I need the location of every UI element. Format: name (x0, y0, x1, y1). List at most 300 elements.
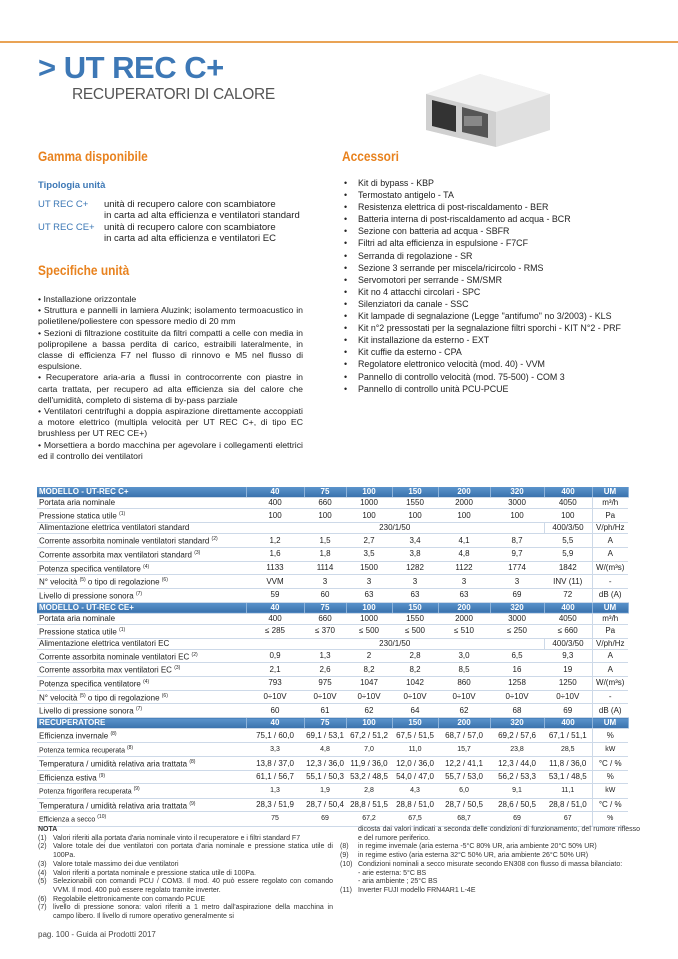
cell-value: 28,5 (544, 742, 592, 756)
cell-value: 100 (246, 509, 304, 523)
note-item (340, 852, 640, 861)
cell-um: kW (592, 742, 628, 756)
cell-value: 6,5 (490, 649, 544, 663)
row-label (37, 547, 246, 561)
row-label-text: N° velocità (39, 577, 78, 587)
cell-value: 100 (438, 509, 490, 523)
note-number (340, 826, 358, 843)
cell-value: 100 (346, 509, 392, 523)
cell-value: 660 (304, 498, 346, 509)
row-label (37, 704, 246, 718)
table-row (37, 798, 628, 812)
footnote-ref: (1) (119, 626, 126, 633)
notes-heading: NOTA (38, 826, 58, 833)
cell-value: 56,2 / 53,3 (490, 770, 544, 784)
accessory-item: • Serranda di regolazione - SR (342, 250, 642, 262)
tipologia-label: Tipologia unità (38, 180, 106, 191)
table-row (37, 575, 628, 589)
cell-value: 400 (246, 498, 304, 509)
note-number: (8) (340, 843, 349, 851)
table-row (37, 812, 628, 826)
footnote-ref: (5) (79, 577, 86, 584)
cell-value: 400/3/50 (544, 638, 592, 649)
type-name: UT REC C+ (38, 199, 89, 210)
row-label (37, 638, 246, 649)
note-text: - aria ambiente ; 25°C BS (358, 878, 438, 886)
cell-value: 5,9 (544, 547, 592, 561)
note-item (38, 870, 333, 879)
cell-value: ≤ 510 (438, 624, 490, 638)
accessory-item: • Filtri ad alta efficienza in espulsione - F7CF (342, 237, 642, 249)
accessory-item: • Resistenza elettrica di post-riscaldamento - BER (342, 201, 642, 213)
cell-um: A (592, 534, 628, 548)
cell-value: 62 (438, 704, 490, 718)
type-desc: unità di recupero calore con scambiatore (104, 221, 276, 233)
cell-value: 1250 (544, 677, 592, 691)
note-item (340, 870, 640, 879)
row-label (37, 534, 246, 548)
model-header: 100 (346, 487, 392, 498)
gamma-heading: Gamma disponibile (38, 148, 148, 164)
row-label-text: Livello di pressione sonora (39, 591, 134, 601)
product-image (418, 72, 556, 147)
cell-um: % (592, 729, 628, 743)
cell-value: 1000 (346, 498, 392, 509)
cell-um: dB (A) (592, 704, 628, 718)
note-text: Valore totale massimo dei due ventilatori (53, 860, 179, 868)
note-number: (10) (340, 860, 353, 868)
footnote-ref: (9) (98, 772, 106, 779)
accessori-heading: Accessori (342, 148, 399, 164)
cell-value: 3,8 (392, 547, 438, 561)
note-text: Valore totale dei due ventilatori con portata d'aria nominale e pressione statica utile di 100Pa. (53, 843, 333, 860)
cell-value: 55,1 / 50,3 (304, 770, 346, 784)
cell-value: 69,2 / 57,6 (490, 729, 544, 743)
cell-value: 15,7 (438, 742, 490, 756)
accessory-item: • Kit no 4 attacchi circolari - SPC (342, 286, 642, 298)
accessory-item: • Regolatore elettronico velocità (mod. 40) - VVM (342, 358, 642, 370)
row-label-text: Pressione statica utile (39, 512, 117, 522)
note-item (340, 878, 640, 887)
cell-um: Pa (592, 509, 628, 523)
cell-value: 55,7 / 53,0 (438, 770, 490, 784)
note-item (38, 843, 333, 860)
cell-value: 1774 (490, 561, 544, 575)
note-text: in regime invernale (aria esterna -5°C 80% UR, aria ambiente 20°C 50% UR) (358, 843, 597, 851)
cell-value: 5,5 (544, 534, 592, 548)
accessory-item: • Kit lampade di segnalazione (Legge "antifumo" no 3/2003) - KLS (342, 310, 642, 322)
model-header: 75 (304, 487, 346, 498)
cell-value: 61,1 / 56,7 (246, 770, 304, 784)
row-label-text: Livello di pressione sonora (39, 707, 134, 716)
row-label (37, 509, 246, 523)
model-header: 400 (544, 487, 592, 498)
row-label-text: o tipo di regolazione (87, 577, 160, 587)
row-label-text: o tipo di regolazione (87, 693, 160, 703)
footnote-ref: (1) (119, 511, 126, 518)
footnote-ref: (6) (161, 577, 168, 584)
cell-value: VVM (246, 575, 304, 589)
model-header: 75 (304, 718, 346, 729)
note-text: - arie esterna: 5°C BS (358, 869, 427, 877)
row-label (37, 677, 246, 691)
accessory-item: • Termostato antigelo - TA (342, 189, 642, 201)
table-row (37, 534, 628, 548)
model-header: 200 (438, 487, 490, 498)
table-row (37, 742, 628, 756)
cell-value: 62 (346, 704, 392, 718)
footnote-ref: (3) (194, 549, 201, 556)
cell-value: 4050 (544, 613, 592, 624)
cell-um: dB (A) (592, 588, 628, 602)
note-number: (9) (340, 852, 349, 860)
cell-um: V/ph/Hz (592, 638, 628, 649)
cell-um: kW (592, 784, 628, 798)
cell-um: - (592, 575, 628, 589)
accessory-item: • Kit installazione da esterno - EXT (342, 334, 642, 346)
cell-value: 28,6 / 50,5 (490, 798, 544, 812)
cell-value: 67,2 / 51,2 (346, 729, 392, 743)
footnote-ref: (7) (135, 590, 143, 597)
cell-value: 28,7 / 50,5 (438, 798, 490, 812)
cell-value: 60 (246, 704, 304, 718)
model-header: 40 (246, 718, 304, 729)
note-item (38, 861, 333, 870)
cell-value: 68 (490, 704, 544, 718)
table-header-row (37, 718, 628, 729)
cell-value: 4,1 (438, 534, 490, 548)
cell-value: 1282 (392, 561, 438, 575)
cell-value: 9,1 (490, 784, 544, 798)
model-header: 40 (246, 602, 304, 613)
cell-value: 2,8 (392, 649, 438, 663)
row-label (37, 575, 246, 589)
table-row (37, 677, 628, 691)
cell-um: W/(m³s) (592, 677, 628, 691)
cell-value: 6,0 (438, 784, 490, 798)
row-label (37, 690, 246, 704)
model-header: 150 (392, 487, 438, 498)
cell-value: 860 (438, 677, 490, 691)
cell-value: 2,7 (346, 534, 392, 548)
cell-um: m³/h (592, 498, 628, 509)
cell-um: % (592, 812, 628, 826)
cell-value: 64 (392, 704, 438, 718)
cell-value: 67,1 / 51,1 (544, 729, 592, 743)
type-desc: in carta ad alta efficienza e ventilatori EC (104, 232, 276, 244)
spec-item: • Recuperatore aria-aria a flussi in controcorrente con piastre in carta trattata, per recupero ad alta efficienza sia del calore che dell'umidità, completo di sistema di by-pass parziale (38, 372, 303, 406)
cell-value: 63 (346, 588, 392, 602)
cell-value: 75,1 / 60,0 (246, 729, 304, 743)
note-text: Valori riferiti alla portata d'aria nominale vinto il recuperatore e i filtri standard F7 (53, 834, 301, 842)
cell-value: 12,0 / 36,0 (392, 757, 438, 771)
footnote-ref: (8) (110, 731, 117, 738)
cell-value: 11,9 / 36,0 (346, 757, 392, 771)
cell-value: 0÷10V (346, 690, 392, 704)
cell-value: 28,3 / 51,9 (246, 798, 304, 812)
cell-value: 8,5 (438, 663, 490, 677)
note-number: (6) (38, 895, 47, 903)
row-label-text: Corrente assorbita nominale ventilatori EC (39, 652, 190, 662)
footnote-ref: (10) (97, 814, 107, 821)
model-header: 100 (346, 602, 392, 613)
row-label-text: Portata aria nominale (39, 498, 116, 508)
cell-value: 2000 (438, 613, 490, 624)
cell-value: 100 (490, 509, 544, 523)
cell-value: 8,2 (346, 663, 392, 677)
note-number: (7) (38, 904, 47, 912)
model-header: 320 (490, 718, 544, 729)
spec-item: • Sezioni di filtrazione costituite da filtri compatti a celle con media in polipropilene a bassa perdita di carico, estraibili lateralmente, in classe di efficienza F7 nel flusso di rinnovo e M5 nel flusso di espulsione. (38, 328, 303, 373)
cell-value: 100 (544, 509, 592, 523)
model-header: 40 (246, 487, 304, 498)
cell-value: 0÷10V (544, 690, 592, 704)
cell-value: 1,9 (304, 784, 346, 798)
table-row (37, 729, 628, 743)
cell-value: 12,2 / 41,1 (438, 757, 490, 771)
note-number: (4) (38, 869, 47, 877)
note-number: (1) (38, 834, 47, 842)
note-text: Condizioni nominali a secco misurate secondo EN308 con flusso di massa bilanciato: (358, 860, 623, 868)
cell-value: 75 (246, 812, 304, 826)
cell-value: 100 (392, 509, 438, 523)
row-label (37, 649, 246, 663)
cell-value: ≤ 500 (392, 624, 438, 638)
note-item (340, 887, 640, 896)
type-desc: in carta ad alta efficienza e ventilatori standard (104, 210, 300, 222)
cell-value: 230/1/50 (246, 638, 544, 649)
cell-value: 3 (304, 575, 346, 589)
row-label (37, 798, 246, 812)
cell-um: °C / % (592, 798, 628, 812)
table-row (37, 498, 628, 509)
table-title: MODELLO - UT-REC C+ (37, 487, 246, 498)
row-label-text: Potenza specifica ventilatore (39, 564, 141, 574)
row-label (37, 561, 246, 575)
row-label-text: Alimentazione elettrica ventilatori EC (39, 638, 170, 648)
cell-um: W/(m³s) (592, 561, 628, 575)
table-row (37, 784, 628, 798)
cell-value: 16 (490, 663, 544, 677)
cell-value: 68,7 / 57,0 (438, 729, 490, 743)
cell-value: 1047 (346, 677, 392, 691)
cell-um: A (592, 649, 628, 663)
row-label-text: Temperatura / umidità relativa aria trattata (39, 759, 188, 769)
cell-value: 1550 (392, 613, 438, 624)
accessory-item: • Pannello di controllo unità PCU-PCUE (342, 383, 642, 395)
row-label-text: Efficienza a secco (39, 816, 96, 824)
cell-value: 19 (544, 663, 592, 677)
um-header: UM (592, 718, 628, 729)
cell-value: 1500 (346, 561, 392, 575)
cell-value: 3000 (490, 498, 544, 509)
cell-value: 0÷10V (490, 690, 544, 704)
cell-value: 0,9 (246, 649, 304, 663)
row-label (37, 742, 246, 756)
note-number: (11) (340, 886, 352, 894)
table-row (37, 613, 628, 624)
cell-value: 1122 (438, 561, 490, 575)
note-number: (2) (38, 843, 47, 851)
row-label-text: Alimentazione elettrica ventilatori standard (39, 523, 190, 533)
cell-um: m³/h (592, 613, 628, 624)
cell-value: 1,5 (304, 534, 346, 548)
cell-value: 69 (304, 812, 346, 826)
cell-value: 7,0 (346, 742, 392, 756)
note-item (38, 878, 333, 895)
table-row (37, 561, 628, 575)
note-item (340, 826, 640, 843)
note-item (38, 835, 333, 844)
cell-value: 9,7 (490, 547, 544, 561)
cell-value: 400 (246, 613, 304, 624)
cell-value: 975 (304, 677, 346, 691)
cell-value: 1133 (246, 561, 304, 575)
cell-value: 2 (346, 649, 392, 663)
cell-value: 1,6 (246, 547, 304, 561)
accessory-item: • Batteria interna di post-riscaldamento ad acqua - BCR (342, 213, 642, 225)
cell-value: 3000 (490, 613, 544, 624)
cell-value: 1,3 (246, 784, 304, 798)
accessory-item: • Kit cuffie da esterno - CPA (342, 346, 642, 358)
note-text: Selezionabili con comandi PCU / COM3. Il mod. 40 può essere regolato con comando VVM. Il mod. 400 può essere regolato tramite inverter. (53, 878, 333, 894)
footnote-ref: (4) (143, 563, 150, 570)
footnote-ref: (4) (143, 679, 150, 686)
table-row (37, 690, 628, 704)
cell-um: % (592, 770, 628, 784)
cell-value: 67,5 (392, 812, 438, 826)
type-name: UT REC CE+ (38, 221, 95, 233)
table-row (37, 509, 628, 523)
cell-value: 1000 (346, 613, 392, 624)
table-row (37, 523, 628, 534)
accessory-item: • Sezione con batteria ad acqua - SBFR (342, 225, 642, 237)
row-label (37, 613, 246, 624)
cell-value: 2,1 (246, 663, 304, 677)
cell-value: 8,2 (392, 663, 438, 677)
row-label-text: Corrente assorbita max ventilatori EC (39, 666, 172, 676)
cell-value: 4,3 (392, 784, 438, 798)
table-row (37, 663, 628, 677)
model-header: 400 (544, 718, 592, 729)
note-text: Valori riferiti a portata nominale e pressione statica utile di 100Pa. (53, 869, 256, 877)
table-row (37, 624, 628, 638)
type-desc: unità di recupero calore con scambiatore (104, 199, 276, 210)
note-number (340, 878, 358, 887)
cell-value: 9,3 (544, 649, 592, 663)
cell-value: ≤ 660 (544, 624, 592, 638)
model-header: 75 (304, 602, 346, 613)
cell-value: 1842 (544, 561, 592, 575)
cell-value: 2,8 (346, 784, 392, 798)
cell-value: 67,5 / 51,5 (392, 729, 438, 743)
cell-value: ≤ 250 (490, 624, 544, 638)
notes-right (340, 826, 640, 896)
accessory-item: • Kit n°2 pressostati per la segnalazione filtri sporchi - KIT N°2 - PRF (342, 322, 642, 334)
cell-value: 1258 (490, 677, 544, 691)
table-title: RECUPERATORE (37, 718, 246, 729)
cell-value: 3,3 (246, 742, 304, 756)
cell-value: 12,3 / 36,0 (304, 757, 346, 771)
row-label-text: Corrente assorbita max ventilatori standard (39, 550, 192, 560)
row-label (37, 498, 246, 509)
cell-value: 63 (392, 588, 438, 602)
technical-data-table (37, 487, 629, 827)
cell-value: 3,0 (438, 649, 490, 663)
page-footer: pag. 100 - Guida ai Prodotti 2017 (38, 930, 156, 939)
cell-value: ≤ 370 (304, 624, 346, 638)
cell-value: 69 (490, 812, 544, 826)
cell-value: 1,3 (304, 649, 346, 663)
row-label (37, 757, 246, 771)
cell-value: 53,2 / 48,5 (346, 770, 392, 784)
table-row (37, 757, 628, 771)
top-rule (0, 41, 678, 43)
cell-value: 4,8 (438, 547, 490, 561)
note-item (340, 843, 640, 852)
footnote-ref: (3) (174, 665, 181, 672)
table-row (37, 704, 628, 718)
model-header: 200 (438, 602, 490, 613)
model-header: 100 (346, 718, 392, 729)
footnote-ref: (2) (211, 536, 218, 543)
um-header: UM (592, 602, 628, 613)
model-header: 150 (392, 602, 438, 613)
cell-value: 69,1 / 53,1 (304, 729, 346, 743)
cell-um: °C / % (592, 757, 628, 771)
cell-value: 12,3 / 44,0 (490, 757, 544, 771)
cell-um: A (592, 663, 628, 677)
cell-value: 8,7 (490, 534, 544, 548)
row-label (37, 770, 246, 784)
cell-value: 4,8 (304, 742, 346, 756)
cell-value: 67,2 (346, 812, 392, 826)
accessori-list (342, 177, 642, 395)
footnote-ref: (6) (161, 692, 168, 699)
note-text: in regime estivo (aria esterna 32°C 50% UR, aria ambiente 26°C 50% UR) (358, 852, 589, 860)
cell-value: 11,1 (544, 784, 592, 798)
row-label (37, 812, 246, 826)
cell-value: 68,7 (438, 812, 490, 826)
cell-value: ≤ 500 (346, 624, 392, 638)
specifiche-heading: Specifiche unità (38, 262, 130, 278)
cell-value: 3 (438, 575, 490, 589)
page-title: > UT REC C+ (38, 50, 224, 85)
cell-value: 63 (438, 588, 490, 602)
cell-value: 1550 (392, 498, 438, 509)
cell-value: 3 (392, 575, 438, 589)
cell-value: 28,8 / 51,0 (544, 798, 592, 812)
model-header: 200 (438, 718, 490, 729)
cell-value: 1042 (392, 677, 438, 691)
cell-value: 400/3/50 (544, 523, 592, 534)
row-label-text: Efficienza estiva (39, 773, 97, 783)
spec-item: • Installazione orizzontale (38, 294, 303, 305)
table-row (37, 770, 628, 784)
row-label-text: Potenza frigorifera recuperata (39, 788, 132, 796)
cell-value: 1,2 (246, 534, 304, 548)
row-label-text: Portata aria nominale (39, 613, 116, 623)
note-item (340, 861, 640, 870)
row-label (37, 588, 246, 602)
spec-item: • Struttura e pannelli in lamiera Aluzink; isolamento termoacustico in polietilene/poliestere con spessore medio di 20 mm (38, 305, 303, 327)
row-label-text: Temperatura / umidità relativa aria trattata (39, 801, 188, 811)
notes-left (38, 826, 333, 922)
cell-value: 3 (346, 575, 392, 589)
spec-item: • Morsettiera a bordo macchina per agevolare i collegamenti elettrici ed il controllo dei ventilatori (38, 440, 303, 462)
cell-value: 11,8 / 36,0 (544, 757, 592, 771)
accessory-item: • Kit di bypass - KBP (342, 177, 642, 189)
